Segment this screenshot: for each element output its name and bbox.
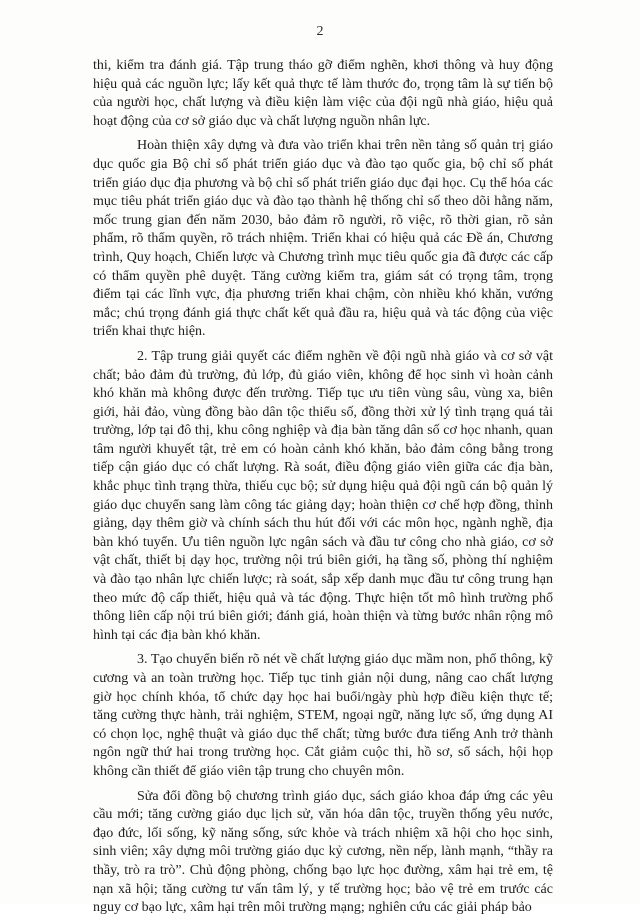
paragraph-governance-indicators: Hoàn thiện xây dựng và đưa vào triển khai trên nền tảng số quản trị giáo dục quốc gia Bộ chỉ số phát triển giáo dục và đào tạo quốc gia, bộ chỉ số phát triển giáo dục địa phương và bộ chỉ số phát triển giáo dục đại học. Cụ thể hóa các mục tiêu phát triển giáo dục và đào tạo thành hệ thống chỉ số theo dõi hằng năm, mốc trung gian đến năm 2030, bảo đảm rõ người, rõ việc, rõ thời gian, rõ sản phẩm, rõ thẩm quyền, rõ trách nhiệm. Triển khai có hiệu quả các Đề án, Chương trình, Quy hoạch, Chiến lược và Chương trình mục tiêu quốc gia đã được các cấp có thẩm quyền phê duyệt. Tăng cường kiểm tra, giám sát có trọng tâm, trọng điểm tại các lĩnh vực, địa phương triển khai chậm, còn nhiều khó khăn, vướng mắc; chú trọng đánh giá thực chất kết quả đầu ra, hiệu quả và tác động của việc triển khai thực hiện. [93,138,553,340]
body-text [93,57,553,924]
paragraph-item-3-education-quality: 3. Tạo chuyển biến rõ nét về chất lượng giáo dục mầm non, phổ thông, kỹ cương và an toàn trường học. Tiếp tục tinh giản nội dung, nâng cao chất lượng giờ học chính khóa, tổ chức dạy học hai buổi/ngày phù hợp điều kiện thực tế; tăng cường thực hành, trải nghiệm, STEM, ngoại ngữ, năng lực số, ứng dụng AI có chọn lọc, nghệ thuật và giáo dục thể chất; từng bước đưa tiếng Anh trở thành ngôn ngữ thứ hai trong trường học. Cắt giảm cuộc thi, hồ sơ, sổ sách, hội họp không cần thiết để giáo viên tập trung cho chuyên môn. [93,652,553,779]
paragraph-continuation: thi, kiểm tra đánh giá. Tập trung tháo gỡ điểm nghẽn, khơi thông và huy động hiệu quả các nguồn lực; lấy kết quả thực tế làm thước đo, trọng tâm là sự tiến bộ của người học, chất lượng và điều kiện làm việc của đội ngũ nhà giáo, hiệu quả hoạt động của cơ sở giáo dục và chất lượng nguồn nhân lực. [93,58,553,129]
paragraph-item-2-teachers-facilities: 2. Tập trung giải quyết các điểm nghẽn về đội ngũ nhà giáo và cơ sở vật chất; bảo đảm đủ trường, đủ lớp, đủ giáo viên, không để học sinh vì hoàn cảnh khó khăn mà không được đến trường. Tiếp tục ưu tiên vùng sâu, vùng xa, biên giới, hải đảo, vùng đồng bào dân tộc thiểu số, đồng thời xử lý tình trạng quá tải trường, lớp tại đô thị, khu công nghiệp và địa bàn tăng dân số cơ học nhanh, quan tâm người khuyết tật, trẻ em có hoàn cảnh khó khăn, bảo đảm công bằng trong tiếp cận giáo dục có chất lượng. Rà soát, điều động giáo viên giữa các địa bàn, khắc phục tình trạng thừa, thiếu cục bộ; sử dụng hiệu quả đội ngũ cán bộ quản lý giáo dục chuyển sang làm công tác giảng dạy; hoàn thiện cơ chế hợp đồng, thỉnh giảng, dạy thêm giờ và chính sách thu hút đối với các môn học, ngành nghề, địa bàn khó tuyển. Ưu tiên nguồn lực ngân sách và đầu tư công cho nhà giáo, cơ sở vật chất, thiết bị dạy học, trường nội trú biên giới, hạ tầng số, phòng thí nghiệm và đào tạo nhân lực chiến lược; rà soát, sắp xếp danh mục đầu tư công trung hạn theo mức độ cấp thiết, hiệu quả và tác động. Thực hiện tốt mô hình trường phổ thông liên cấp nội trú biên giới; đánh giá, hoàn thiện và từng bước nhân rộng mô hình tại các địa bàn khó khăn. [93,348,553,643]
paragraph-curriculum-revision: Sửa đổi đồng bộ chương trình giáo dục, sách giáo khoa đáp ứng các yêu cầu mới; tăng cường giáo dục lịch sử, văn hóa dân tộc, truyền thống yêu nước, đạo đức, lối sống, kỹ năng sống, sức khỏe và trách nhiệm xã hội cho học sinh, sinh viên; xây dựng môi trường giáo dục kỷ cương, nền nếp, lành mạnh, “thầy ra thầy, trò ra trò”. Chủ động phòng, chống bạo lực học đường, xâm hại trẻ em, tệ nạn xã hội; tăng cường tư vấn tâm lý, y tế trường học; bảo vệ trẻ em trước các nguy cơ bạo lực, xâm hại trên môi trường mạng; nghiên cứu các giải pháp bảo [93,788,553,916]
page-number: 2 [316,24,324,39]
